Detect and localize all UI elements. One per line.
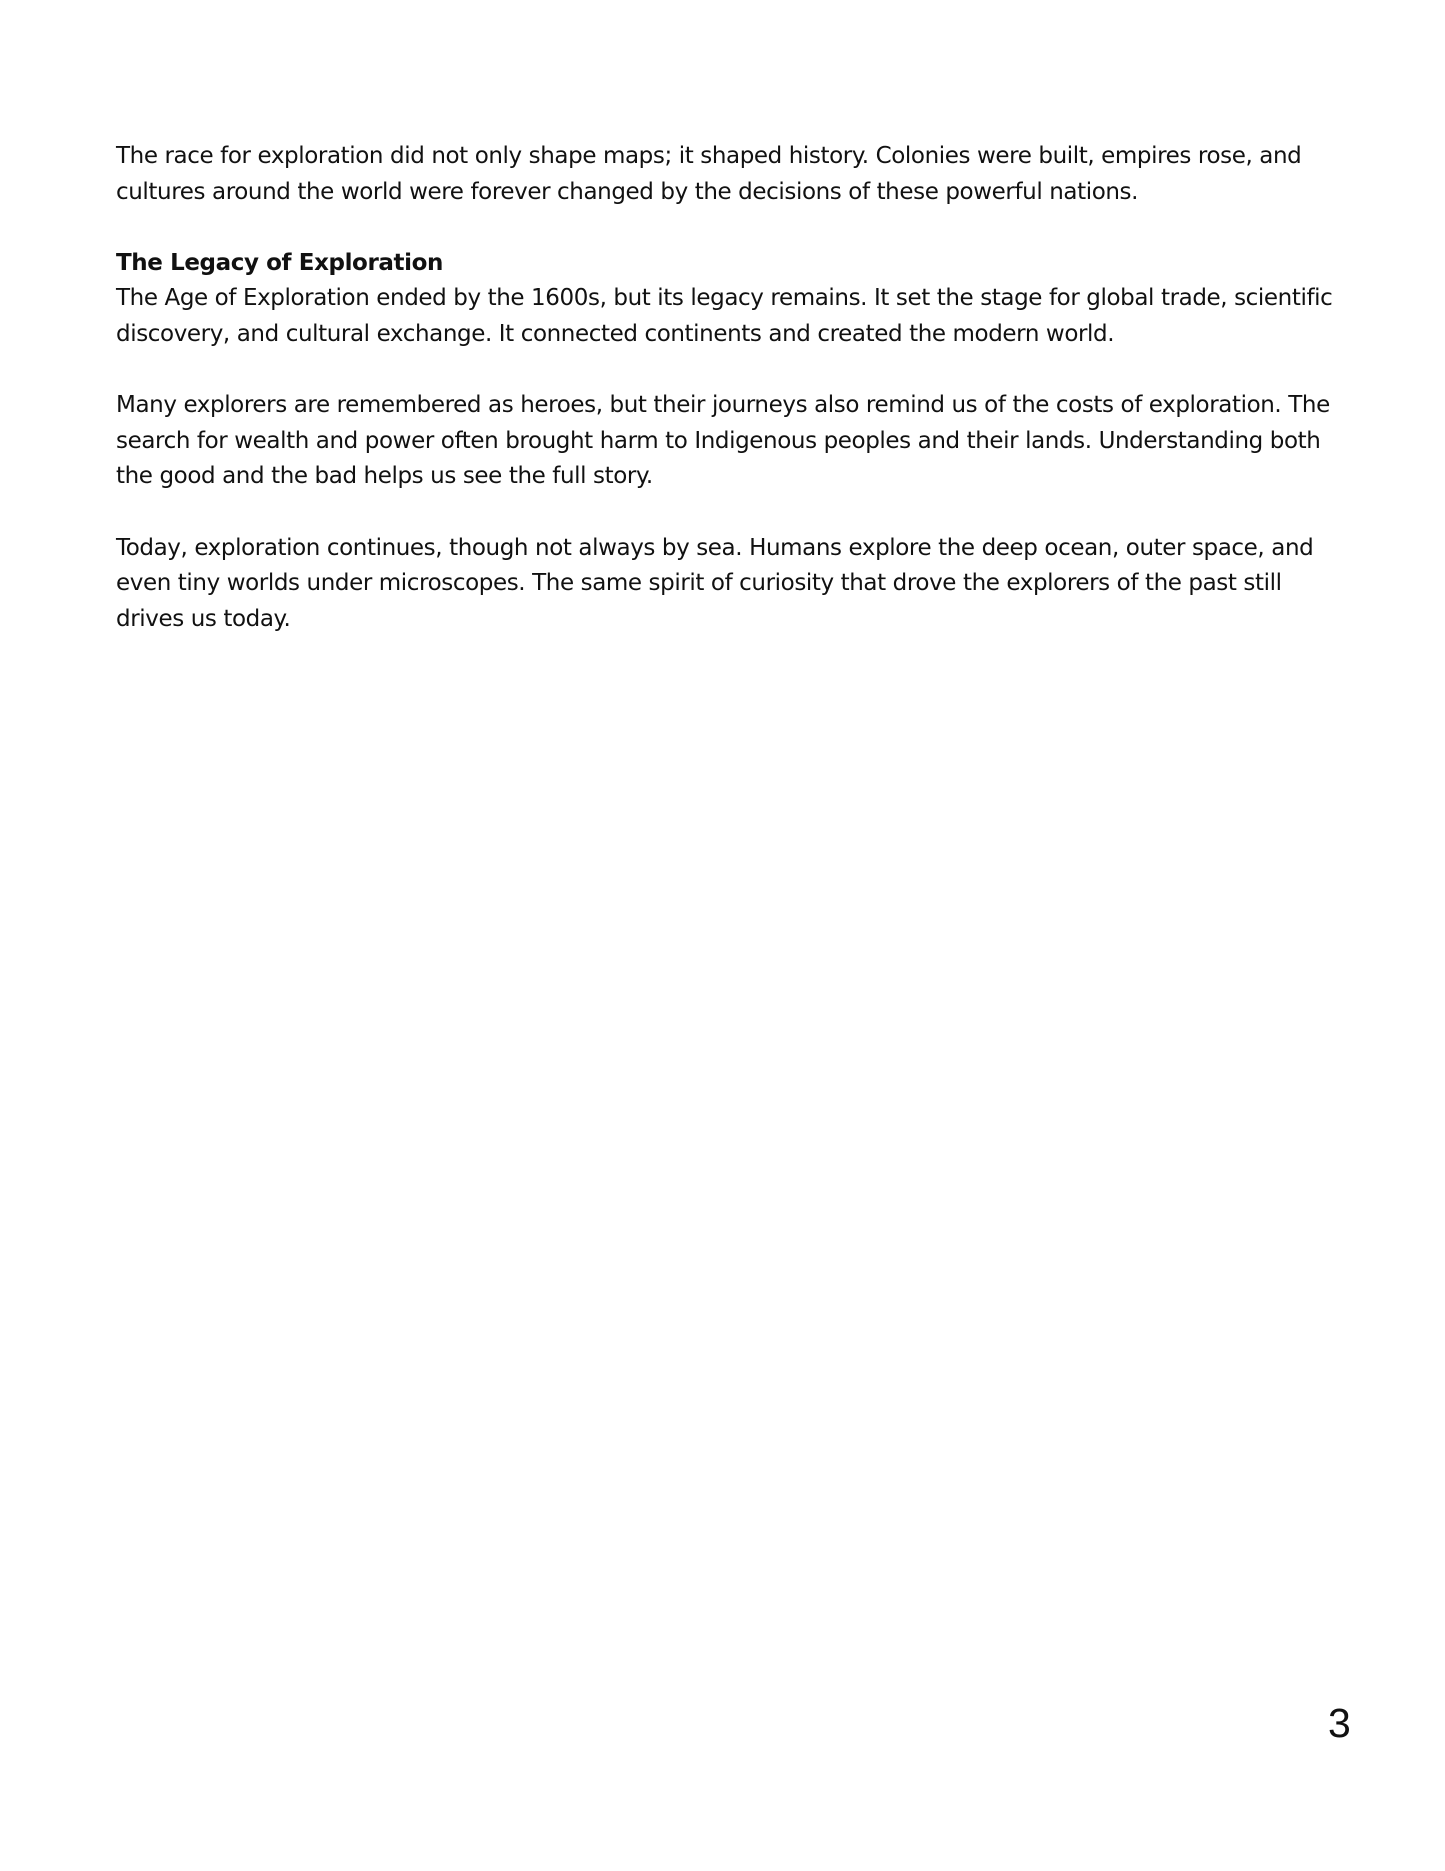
page-content [116,139,1346,673]
section-paragraph: Many explorers are remembered as heroes, but their journeys also remind us of the costs of exploration. The search for wealth and power often brought harm to Indigenous peoples and their lands. Understanding both the good and the bad helps us see the full story. [116,392,1330,490]
section-paragraph: Today, exploration continues, though not always by sea. Humans explore the deep ocean, outer space, and even tiny worlds under microscopes. The same spirit of curiosity that drove the explorers of the past still drives us today. [116,534,1314,632]
section-paragraph: The Age of Exploration ended by the 1600s, but its legacy remains. It set the stage for global trade, scientific discovery, and cultural exchange. It connected continents and created the modern world. [116,285,1333,347]
section-heading: The Legacy of Exploration [116,249,443,276]
intro-paragraph: The race for exploration did not only shape maps; it shaped history. Colonies were built, empires rose, and cultures around the world were forever changed by the decisions of these powerful nations. [116,143,1302,205]
page-number: 3 [1328,1700,1351,1746]
